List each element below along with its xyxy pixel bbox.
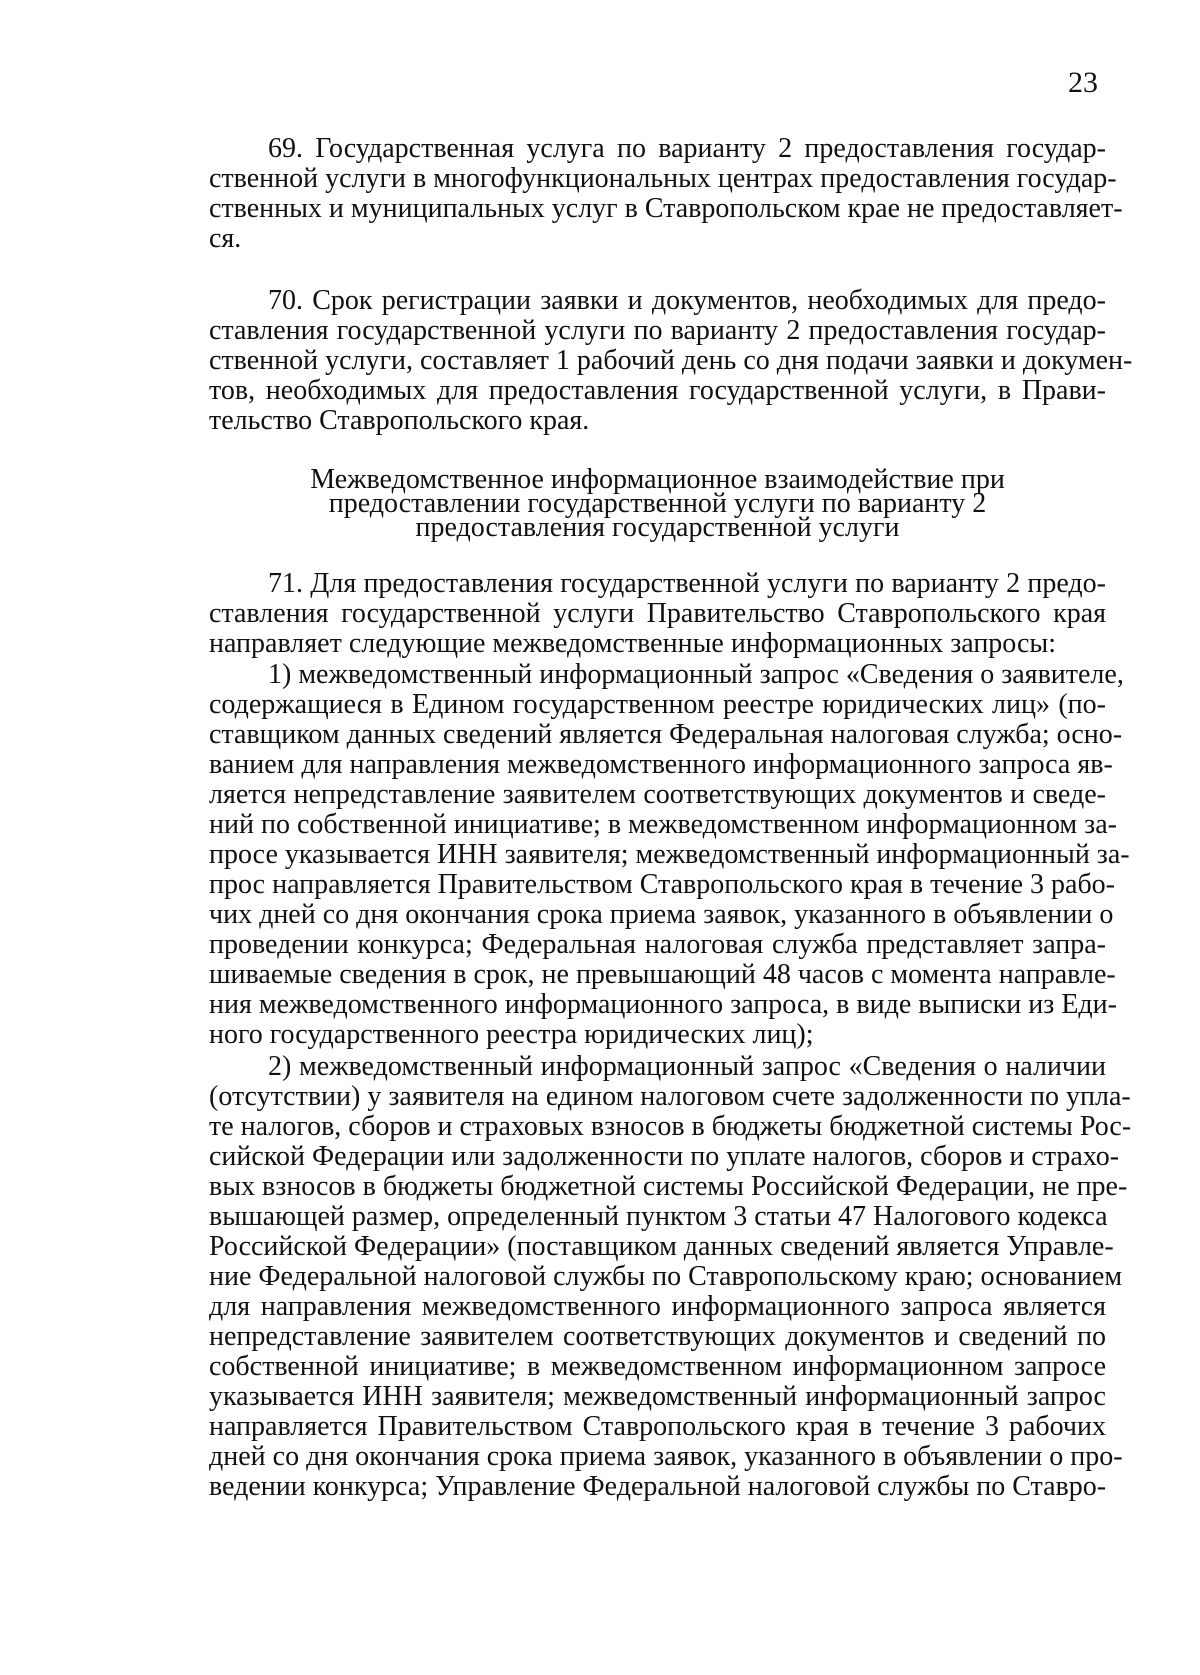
paragraph-line: ведении конкурса; Управление Федеральной налоговой службы по Ставро- xyxy=(209,1471,1107,1502)
paragraph-line: 2) межведомственный информационный запрос «Сведения о наличии xyxy=(268,1051,1106,1082)
paragraph-line: вых взносов в бюджеты бюджетной системы Российской Федерации, не пре- xyxy=(209,1171,1128,1202)
paragraph-line: ляется непредставление заявителем соответствующих документов и сведе- xyxy=(209,779,1106,810)
paragraph-line: ставления государственной услуги Правительство Ставропольского края xyxy=(209,598,1106,629)
paragraph-line: содержащиеся в Едином государственном реестре юридических лиц» (по- xyxy=(209,689,1106,720)
page-number: 23 xyxy=(1068,66,1098,99)
paragraph-line: просе указывается ИНН заявителя; межведомственный информационный за- xyxy=(209,839,1130,870)
paragraph-line: те налогов, сборов и страховых взносов в бюджеты бюджетной системы Рос- xyxy=(209,1111,1132,1142)
paragraph-line: сийской Федерации или задолженности по уплате налогов, сборов и страхо- xyxy=(209,1141,1120,1172)
paragraph-line: ванием для направления межведомственного информационного запроса яв- xyxy=(209,749,1113,780)
paragraph-line: вышающей размер, определенный пунктом 3 статьи 47 Налогового кодекса xyxy=(209,1201,1108,1232)
paragraph-line: тов, необходимых для предоставления государственной услуги, в Прави- xyxy=(209,375,1106,406)
paragraph-line: 69. Государственная услуга по варианту 2 предоставления государ- xyxy=(268,133,1106,164)
paragraph-line: направляет следующие межведомственные информационных запросы: xyxy=(209,628,1057,659)
paragraph-line: ний по собственной инициативе; в межведомственном информационном за- xyxy=(209,809,1117,840)
paragraph-line: ственной услуги в многофункциональных центрах предоставления государ- xyxy=(209,163,1117,194)
paragraph-line: ние Федеральной налоговой службы по Ставропольскому краю; основанием xyxy=(209,1261,1123,1292)
paragraph-line: прос направляется Правительством Ставропольского края в течение 3 рабо- xyxy=(209,869,1116,900)
paragraph-line: проведении конкурса; Федеральная налоговая служба представляет запра- xyxy=(209,929,1106,960)
paragraph-line: непредставление заявителем соответствующих документов и сведений по xyxy=(209,1321,1106,1352)
paragraph-line: Российской Федерации» (поставщиком данных сведений является Управле- xyxy=(209,1231,1114,1262)
paragraph-line: ственных и муниципальных услуг в Ставропольском крае не предоставляет- xyxy=(209,193,1123,224)
paragraph-line: ся. xyxy=(209,223,242,254)
paragraph-line: указывается ИНН заявителя; межведомственный информационный запрос xyxy=(209,1381,1106,1412)
paragraph-line: ного государственного реестра юридических лиц); xyxy=(209,1019,814,1050)
heading-line: предоставлении государственной услуги по варианту 2 xyxy=(328,488,987,519)
paragraph-line: (отсутствии) у заявителя на едином налоговом счете задолженности по упла- xyxy=(209,1081,1131,1112)
paragraph-line: собственной инициативе; в межведомственном информационном запросе xyxy=(209,1351,1106,1382)
paragraph-line: чих дней со дня окончания срока приема заявок, указанного в объявлении о xyxy=(209,899,1114,930)
paragraph-line: тельство Ставропольского края. xyxy=(209,405,590,436)
paragraph-line: ставщиком данных сведений является Федеральная налоговая служба; осно- xyxy=(209,719,1123,750)
heading-line: Межведомственное информационное взаимодействие при xyxy=(310,464,1005,495)
paragraph-line: ния межведомственного информационного запроса, в виде выписки из Еди- xyxy=(209,989,1117,1020)
paragraph-line: ственной услуги, составляет 1 рабочий день со дня подачи заявки и докумен- xyxy=(209,345,1133,376)
paragraph-line: дней со дня окончания срока приема заявок, указанного в объявлении о про- xyxy=(209,1441,1123,1472)
paragraph-line: 1) межведомственный информационный запрос «Сведения о заявителе, xyxy=(268,659,1124,690)
paragraph-line: шиваемые сведения в срок, не превышающий 48 часов с момента направле- xyxy=(209,959,1116,990)
paragraph-line: направляется Правительством Ставропольского края в течение 3 рабочих xyxy=(209,1411,1106,1442)
paragraph-line: для направления межведомственного информационного запроса является xyxy=(209,1291,1106,1322)
paragraph-line: 70. Срок регистрации заявки и документов, необходимых для предо- xyxy=(268,285,1106,316)
paragraph-line: ставления государственной услуги по варианту 2 предоставления государ- xyxy=(209,315,1106,346)
paragraph-line: 71. Для предоставления государственной услуги по варианту 2 предо- xyxy=(268,568,1106,599)
heading-line: предоставления государственной услуги xyxy=(415,512,900,543)
